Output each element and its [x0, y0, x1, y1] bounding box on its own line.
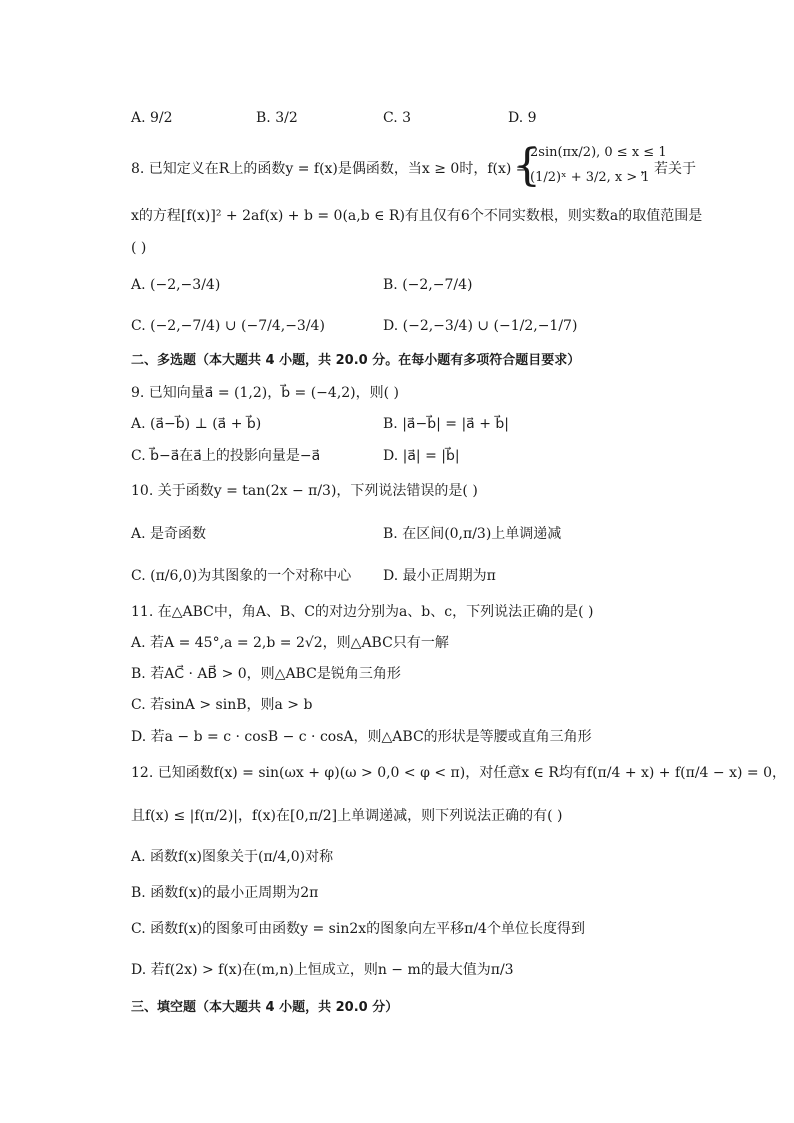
q12-option-b: B. 函数f(x)的最小正周期为2π: [131, 885, 319, 901]
q7-option-a: A. 9/2: [131, 110, 173, 126]
q8-option-d: D. (−2,−3/4) ∪ (−1/2,−1/7): [383, 318, 578, 334]
q10-option-a: A. 是奇函数: [131, 526, 207, 542]
q8-piecewise-brace: {: [513, 140, 541, 191]
q11-option-c: C. 若sinA > sinB，则a > b: [131, 697, 313, 713]
q8-answer-paren: ( ): [131, 240, 147, 256]
q8-piece-2: (1/2)ˣ + 3/2, x > 1: [530, 170, 650, 185]
q10-option-c: C. (π/6,0)为其图象的一个对称中心: [131, 568, 352, 584]
q11-stem: 11. 在△ABC中，角A、B、C的对边分别为a、b、c，下列说法正确的是( ): [131, 604, 594, 620]
q11-option-d: D. 若a − b = c · cosB − c · cosA，则△ABC的形状是等腰或直角三角形: [131, 729, 592, 745]
section-3-heading: 三、填空题（本大题共 4 小题，共 20.0 分）: [131, 1000, 399, 1015]
section-2-heading: 二、多选题（本大题共 4 小题，共 20.0 分。在每小题有多项符合题目要求）: [131, 353, 581, 368]
q9-option-c: C. b⃗−a⃗在a⃗上的投影向量是−a⃗: [131, 448, 321, 464]
q10-option-b: B. 在区间(0,π/3)上单调递减: [383, 526, 562, 542]
q9-option-b: B. |a⃗−b⃗| = |a⃗ + b⃗|: [383, 416, 509, 432]
q11-option-b: B. 若AC⃗ · AB⃗ > 0，则△ABC是锐角三角形: [131, 666, 401, 682]
q8-stem: 8. 已知定义在R上的函数y = f(x)是偶函数，当x ≥ 0时，f(x) =: [131, 161, 528, 177]
q10-stem: 10. 关于函数y = tan(2x − π/3)，下列说法错误的是( ): [131, 483, 478, 499]
q9-option-a: A. (a⃗−b⃗) ⊥ (a⃗ + b⃗): [131, 416, 262, 432]
q7-option-c: C. 3: [383, 110, 412, 126]
q7-option-d: D. 9: [508, 110, 537, 126]
q12-option-a: A. 函数f(x)图象关于(π/4,0)对称: [131, 849, 334, 865]
q12-line2: 且f(x) ≤ |f(π/2)|，f(x)在[0,π/2]上单调递减，则下列说法正确的有( ): [131, 808, 563, 824]
q12-option-d: D. 若f(2x) > f(x)在(m,n)上恒成立，则n − m的最大值为π/3: [131, 962, 514, 978]
q8-option-c: C. (−2,−7/4) ∪ (−7/4,−3/4): [131, 318, 325, 334]
q8-piece-1: 2sin(πx/2), 0 ≤ x ≤ 1: [530, 145, 667, 160]
q12-stem: 12. 已知函数f(x) = sin(ωx + φ)(ω > 0,0 < φ < π)，对任意x ∈ R均有f(π/4 + x) + f(π/4 − x) = 0，: [131, 765, 786, 781]
q9-option-d: D. |a⃗| = |b⃗|: [383, 448, 460, 464]
q9-stem: 9. 已知向量a⃗ = (1,2)，b⃗ = (−4,2)，则( ): [131, 385, 400, 401]
q11-option-a: A. 若A = 45°,a = 2,b = 2√2，则△ABC只有一解: [131, 635, 449, 651]
q7-option-b: B. 3/2: [256, 110, 298, 126]
q8-line2: x的方程[f(x)]² + 2af(x) + b = 0(a,b ∈ R)有且仅有6个不同实数根，则实数a的取值范围是: [131, 208, 703, 224]
q8-stem-suffix: ，若关于: [640, 161, 696, 177]
q12-option-c: C. 函数f(x)的图象可由函数y = sin2x的图象向左平移π/4个单位长度得到: [131, 921, 585, 937]
q10-option-d: D. 最小正周期为π: [383, 568, 496, 584]
q8-option-b: B. (−2,−7/4): [383, 277, 473, 293]
q8-option-a: A. (−2,−3/4): [131, 277, 221, 293]
